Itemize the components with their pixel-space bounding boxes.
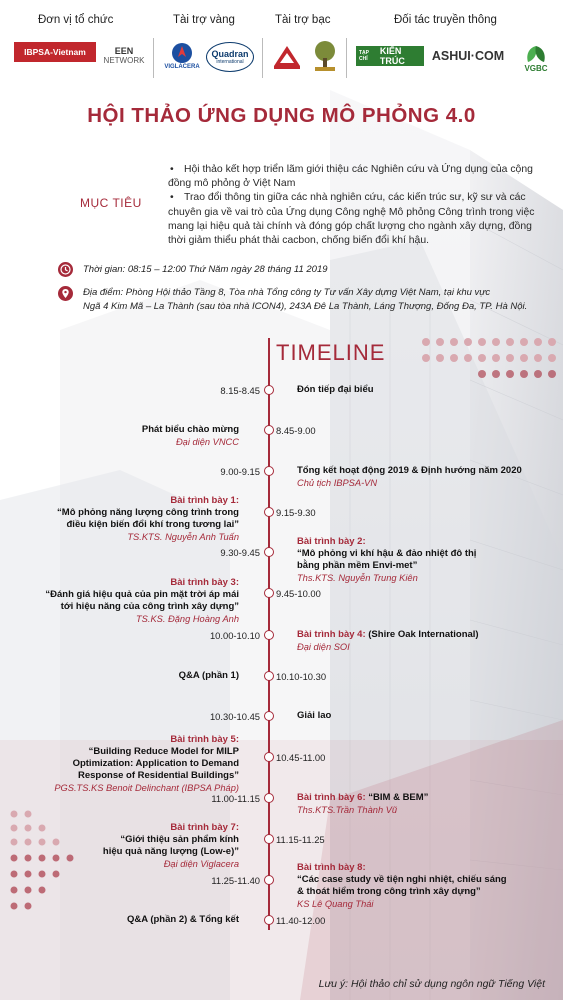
location-pin-icon bbox=[58, 286, 73, 301]
event-speaker: Chủ tịch IBPSA-VN bbox=[297, 478, 378, 488]
event-label: Bài trình bày 8: bbox=[297, 862, 366, 873]
event-title-line-1: “Building Reduce Model for MILP bbox=[88, 746, 239, 757]
ashui-logo bbox=[426, 46, 510, 66]
event-label: Bài trình bày 6: bbox=[297, 792, 366, 803]
quadran-logo bbox=[203, 38, 257, 76]
timeline-event bbox=[297, 710, 557, 722]
timeline-event bbox=[9, 577, 239, 626]
quadran-logo-sub: international bbox=[216, 59, 244, 65]
event-title bbox=[297, 792, 557, 804]
event-time: 11.40-12.00 bbox=[276, 915, 326, 926]
event-label: Bài trình bày 4: bbox=[297, 629, 366, 640]
event-speaker: TS.KTS. Nguyễn Anh Tuấn bbox=[127, 532, 239, 542]
media-partner-heading: Đối tác truyền thông bbox=[394, 14, 497, 26]
event-location-line-1: Địa điểm: Phòng Hội thảo Tầng 8, Tòa nhà Tổng công ty Tư vấn Xây dựng Việt Nam, tại khu vực bbox=[83, 287, 491, 298]
green-tree-logo-icon bbox=[312, 40, 338, 72]
event-speaker: Ths.KTS. Nguyễn Trung Kiên bbox=[297, 573, 418, 583]
event-label: Bài trình bày 2: bbox=[297, 536, 366, 547]
viglacera-logo bbox=[164, 34, 200, 78]
timeline-dot bbox=[264, 793, 274, 803]
event-time: 11.15-11.25 bbox=[276, 834, 325, 845]
event-time: 11.00-11.15 bbox=[211, 793, 260, 804]
timeline-dot bbox=[264, 425, 274, 435]
silver-sponsor-logo-1 bbox=[272, 44, 302, 70]
event-time-text: Thời gian: 08:15 – 12:00 Thứ Năm ngày 28 tháng 11 2019 bbox=[83, 264, 328, 275]
bullet-icon: • bbox=[170, 192, 174, 204]
bullet-icon: • bbox=[170, 164, 174, 175]
event-title-line-1: “Mô phỏng vi khí hậu & đảo nhiệt đô thị bbox=[297, 548, 477, 559]
decorative-dots-top bbox=[420, 336, 560, 384]
footer-note: Lưu ý: Hội thảo chỉ sử dụng ngôn ngữ Tiếng Việt bbox=[318, 978, 545, 990]
event-title: Q&A (phần 2) & Tổng kết bbox=[126, 914, 239, 925]
event-title: Tổng kết hoạt động 2019 & Định hướng năm 2020 bbox=[297, 465, 522, 476]
quadran-logo-text: Quadran bbox=[211, 49, 249, 59]
viglacera-logo-text: VIGLACERA bbox=[164, 64, 200, 70]
event-title: Phát biểu chào mừng bbox=[141, 424, 239, 435]
goal-item-text: Hội thảo kết hợp triển lãm giới thiệu các Nghiên cứu và Ứng dụng của cộng đồng mô phỏng ở Việt Nam bbox=[168, 164, 533, 190]
event-title-line-2: tới hiệu năng của công trình xây dựng” bbox=[60, 601, 239, 612]
timeline-dot bbox=[264, 915, 274, 925]
ibpsa-logo-text: IBPSA-Vietnam bbox=[24, 47, 86, 57]
event-label: Bài trình bày 5: bbox=[170, 734, 239, 745]
event-title-line-2: & thoát hiểm trong công trình xây dựng” bbox=[297, 886, 481, 897]
timeline-event bbox=[9, 734, 239, 795]
vgbc-logo bbox=[514, 38, 558, 78]
timeline-event bbox=[9, 495, 239, 544]
kien-truc-logo bbox=[356, 46, 424, 66]
vgbc-leaf-icon bbox=[524, 44, 548, 64]
event-title-line-1: “Đánh giá hiệu quả của pin mặt trời áp mái bbox=[45, 589, 239, 600]
event-title bbox=[297, 629, 557, 641]
divider bbox=[262, 38, 263, 78]
timeline-dot bbox=[264, 875, 274, 885]
timeline-dot bbox=[264, 630, 274, 640]
goal-label: MỤC TIÊU bbox=[80, 196, 142, 210]
event-speaker: Đại diện SOI bbox=[297, 642, 350, 652]
sponsor-header bbox=[0, 10, 563, 82]
goal-item bbox=[168, 163, 538, 191]
event-speaker: Đại diện VNCC bbox=[175, 437, 239, 447]
event-title-line-2: bằng phần mềm Envi-met” bbox=[297, 560, 418, 571]
event-label: Bài trình bày 7: bbox=[170, 822, 239, 833]
een-logo bbox=[101, 38, 147, 72]
event-location-text bbox=[83, 286, 527, 313]
event-location-line-2: Ngã 4 Kim Mã – La Thành (sau tòa nhà ICON4), 243A Đê La Thành, Láng Thượng, Đống Đa, TP. Hà Nội. bbox=[83, 300, 528, 312]
event-speaker: Đại diện Viglacera bbox=[163, 859, 239, 869]
ibpsa-logo bbox=[14, 42, 96, 62]
silver-sponsor-logo-2 bbox=[312, 40, 338, 72]
organizer-heading: Đơn vị tổ chức bbox=[38, 14, 114, 26]
event-time: 9.15-9.30 bbox=[276, 507, 316, 518]
event-time: 10.00-10.10 bbox=[209, 630, 260, 641]
timeline-event bbox=[297, 862, 557, 911]
event-speaker: TS.KS. Đặng Hoàng Anh bbox=[135, 614, 239, 624]
event-title-line-1: “Mô phỏng năng lượng công trình trong bbox=[57, 507, 239, 518]
event-title: Giải lao bbox=[297, 710, 332, 721]
event-title-line-2: điều kiện biến đổi khí trong tương lai” bbox=[66, 519, 239, 530]
ashui-logo-text: ASHUI·COM bbox=[431, 49, 505, 63]
timeline-event bbox=[297, 536, 557, 585]
timeline-dot bbox=[264, 834, 274, 844]
event-title-line-1: “Các case study về tiện nghi nhiệt, chiếu sáng bbox=[297, 874, 507, 885]
timeline-title: TIMELINE bbox=[276, 340, 386, 365]
event-speaker: KS Lê Quang Thái bbox=[297, 899, 374, 909]
event-time: 9.30-9.45 bbox=[220, 547, 260, 558]
timeline-dot bbox=[264, 466, 274, 476]
kien-truc-logo-text: KIẾN TRÚC bbox=[379, 46, 405, 66]
divider bbox=[346, 38, 347, 78]
een-logo-text: EEN bbox=[114, 45, 134, 56]
event-time: 10.10-10.30 bbox=[276, 671, 327, 682]
event-title-text: (Shire Oak International) bbox=[368, 629, 479, 640]
timeline-dot bbox=[264, 588, 274, 598]
goal-list bbox=[168, 163, 538, 248]
goal-item-text: Trao đổi thông tin giữa các nhà nghiên cứu, các kiến trúc sư, kỹ sư và các chuyên gia về vai trò của Ứng dụng Công nghệ Mô phỏng Công trình trong việc mang lại hiệu quả tài chính và đóng góp chất lượng cho ngành xây dựng, đồng thời giảm thiểu phát thải cacbon, chống biến đổi khí hậu. bbox=[168, 192, 535, 247]
event-time: 11.25-11.40 bbox=[211, 875, 260, 886]
goal-item bbox=[168, 191, 538, 248]
event-title-line-1: “Giới thiệu sản phẩm kính bbox=[120, 834, 239, 845]
event-title-line-2: hiệu quả năng lượng (Low-e)” bbox=[102, 846, 239, 857]
gold-sponsor-heading: Tài trợ vàng bbox=[173, 14, 235, 26]
event-time-row bbox=[58, 262, 548, 278]
timeline-dot bbox=[264, 752, 274, 762]
event-title-line-2: Optimization: Application to Demand bbox=[72, 758, 239, 769]
event-time: 8.45-9.00 bbox=[276, 425, 316, 436]
event-time: 10.30-10.45 bbox=[209, 711, 260, 722]
event-time: 8.15-8.45 bbox=[220, 385, 260, 396]
timeline-dot bbox=[264, 711, 274, 721]
event-time: 9.45-10.00 bbox=[276, 588, 321, 599]
timeline-dot bbox=[264, 671, 274, 681]
event-title-line-3: Response of Residential Buildings” bbox=[78, 770, 239, 781]
timeline-event bbox=[297, 384, 557, 396]
event-label: Bài trình bày 1: bbox=[170, 495, 239, 506]
event-label: Bài trình bày 3: bbox=[170, 577, 239, 588]
event-time: 10.45-11.00 bbox=[276, 752, 326, 763]
silver-sponsor-heading: Tài trợ bạc bbox=[275, 14, 331, 26]
event-title-text: “BIM & BEM” bbox=[368, 792, 429, 803]
timeline-event bbox=[9, 424, 239, 449]
timeline-dot bbox=[264, 385, 274, 395]
timeline-dot bbox=[264, 507, 274, 517]
vgbc-logo-text: VGBC bbox=[524, 63, 548, 73]
timeline-event bbox=[9, 822, 239, 871]
kien-truc-prefix: TẠP CHÍ bbox=[359, 50, 369, 62]
quadran-ring bbox=[206, 42, 254, 72]
clock-icon bbox=[58, 262, 73, 277]
event-title: Đón tiếp đại biểu bbox=[297, 384, 374, 395]
viglacera-emblem-icon bbox=[171, 42, 193, 64]
timeline-dot bbox=[264, 547, 274, 557]
event-time: 9.00-9.15 bbox=[220, 466, 260, 477]
red-triangle-logo-icon bbox=[272, 44, 302, 70]
timeline-event bbox=[297, 792, 557, 817]
event-speaker: PGS.TS.KS Benoit Delinchant (IBPSA Pháp) bbox=[54, 783, 239, 793]
timeline-event bbox=[9, 670, 239, 682]
event-speaker: Ths.KTS.Trần Thành Vũ bbox=[297, 805, 398, 815]
page-title: HỘI THẢO ỨNG DỤNG MÔ PHỎNG 4.0 bbox=[87, 104, 476, 127]
timeline-event bbox=[297, 629, 557, 654]
een-logo-sub: NETWORK bbox=[103, 55, 145, 65]
timeline-event bbox=[297, 465, 557, 490]
timeline-event bbox=[9, 914, 239, 926]
event-location-row bbox=[58, 286, 548, 316]
event-title: Q&A (phần 1) bbox=[178, 670, 239, 681]
divider bbox=[153, 38, 154, 78]
